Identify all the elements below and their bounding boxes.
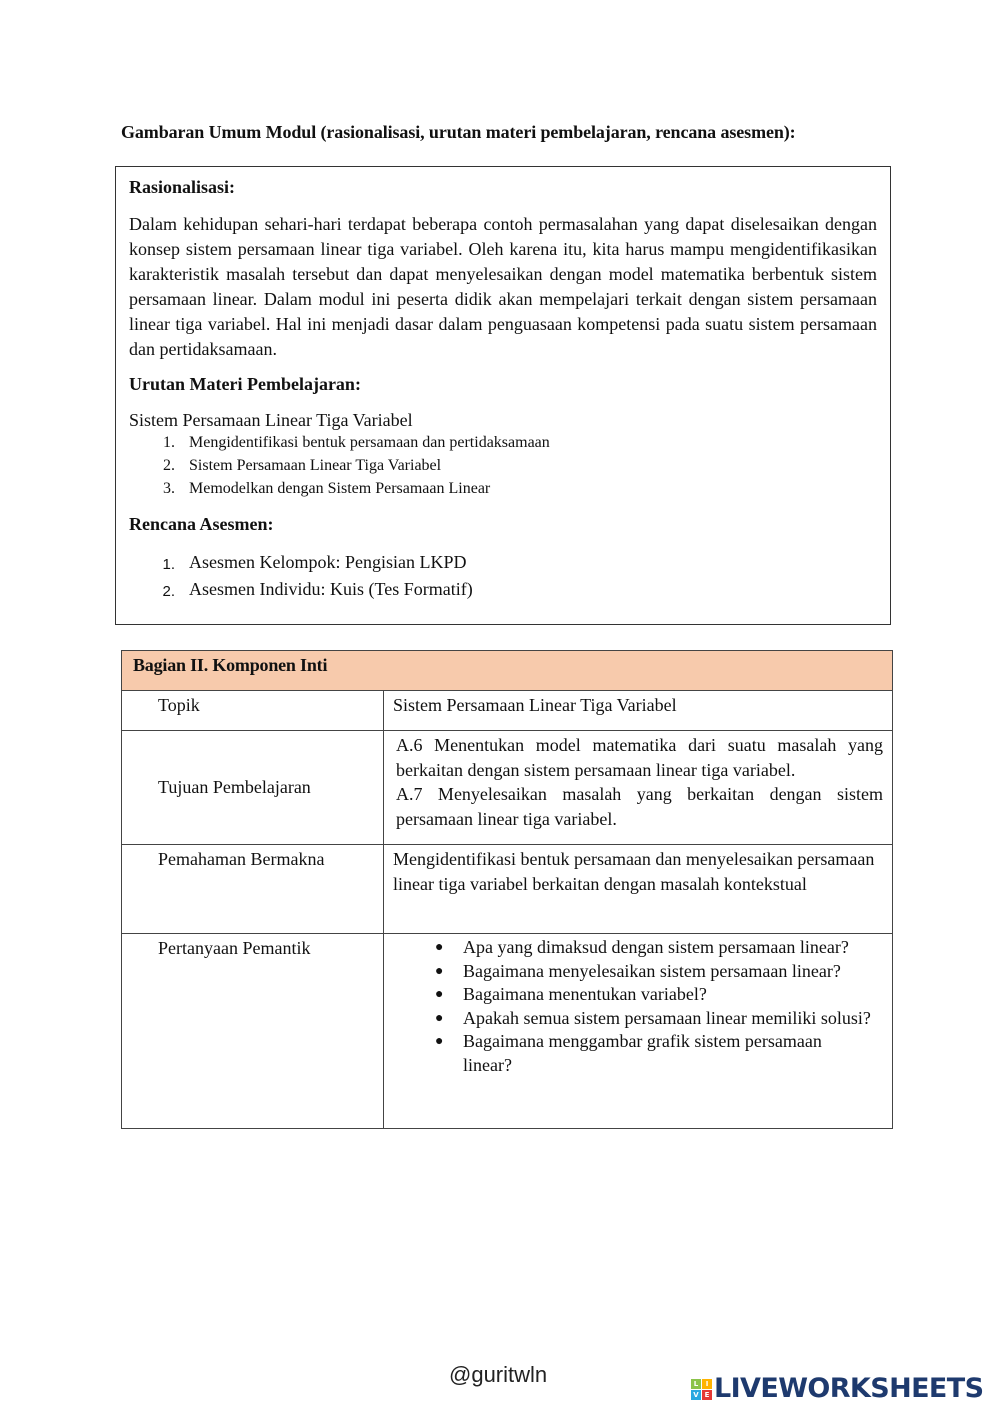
rasionalisasi-text: Dalam kehidupan sehari-hari terdapat beberapa contoh permasalahan yang dapat diselesaikan dengan konsep sistem persamaan linear tiga variabel. Oleh karena itu, kita harus mampu mengidentifikasikan karakteristik masalah tersebut dan dapat menyelesaikan dengan model matematika berbentuk sistem persamaan linear. Dalam modul ini peserta didik akan mempelajari terkait dengan sistem persamaan linear tiga variabel. Hal ini menjadi dasar dalam penguasaan kompetensi pada suatu sistem persamaan dan pertidaksamaan. (129, 214, 877, 359)
urutan-intro: Sistem Persamaan Linear Tiga Variabel (129, 410, 413, 430)
row-value-pertanyaan (384, 934, 893, 1129)
urutan-list (129, 431, 877, 500)
list-text: Bagaimana menentukan variabel? (463, 984, 707, 1004)
bullet-icon: ● (435, 1034, 444, 1049)
row-label-tujuan: Tujuan Pembelajaran (122, 731, 384, 845)
rasionalisasi-title: Rasionalisasi: (129, 177, 236, 197)
author-handle: @guritwln (449, 1362, 548, 1387)
list-text: Asesmen Kelompok: Pengisian LKPD (189, 552, 467, 572)
list-text: Bagaimana menggambar grafik sistem persamaan linear? (463, 1031, 822, 1075)
row-label-topik: Topik (122, 691, 384, 731)
list-text: Memodelkan dengan Sistem Persamaan Linear (189, 480, 491, 497)
logo-tile-l: L (691, 1379, 701, 1389)
list-text: Mengidentifikasi bentuk persamaan dan pertidaksamaan (189, 434, 550, 451)
list-item (129, 550, 877, 577)
table-row (122, 934, 893, 1129)
pertanyaan-list (393, 936, 882, 1077)
asesmen-list (129, 550, 877, 604)
list-text: Apa yang dimaksud dengan sistem persamaan linear? (463, 937, 849, 957)
list-text: Asesmen Individu: Kuis (Tes Formatif) (189, 579, 473, 599)
row-label-pemahaman: Pemahaman Bermakna (122, 845, 384, 934)
list-item (129, 577, 877, 604)
list-item (129, 477, 877, 500)
komponen-inti-table (121, 650, 893, 1129)
list-text: Sistem Persamaan Linear Tiga Variabel (189, 457, 442, 474)
bullet-icon: ● (435, 963, 444, 979)
brand-name: LIVEWORKSHEETS (714, 1373, 984, 1404)
list-item (432, 936, 882, 960)
document-heading: Gambaran Umum Modul (rasionalisasi, urutan materi pembelajaran, rencana asesmen): (121, 122, 796, 142)
table-header: Bagian II. Komponen Inti (122, 651, 893, 691)
logo-tile-v: V (691, 1390, 701, 1400)
list-number: 3. (163, 480, 175, 497)
row-value-pemahaman: Mengidentifikasi bentuk persamaan dan menyelesaikan persamaan linear tiga variabel berkaitan dengan masalah kontekstual (384, 845, 893, 934)
list-item (129, 454, 877, 477)
bullet-icon: ● (435, 987, 444, 1002)
urutan-title: Urutan Materi Pembelajaran: (129, 374, 361, 394)
list-text: Apakah semua sistem persamaan linear memiliki solusi? (463, 1007, 871, 1028)
list-item (432, 960, 882, 984)
table-row (122, 731, 893, 845)
table-header-row (122, 651, 893, 691)
logo-tile-i: I (702, 1379, 712, 1389)
list-text: Bagaimana menyelesaikan sistem persamaan linear? (463, 960, 841, 981)
table-row (122, 845, 893, 934)
list-item (129, 431, 877, 454)
list-number: 1. (163, 434, 175, 451)
tujuan-item: A.7 Menyelesaikan masalah yang berkaitan dengan sistem persamaan linear tiga variabel. (396, 784, 883, 829)
row-value-topik: Sistem Persamaan Linear Tiga Variabel (384, 691, 893, 731)
bullet-icon: ● (435, 940, 444, 955)
list-number: 2. (163, 457, 175, 474)
row-value-tujuan (384, 731, 893, 845)
list-item (432, 1007, 882, 1031)
list-item (432, 1030, 882, 1077)
tujuan-item: A.6 Menentukan model matematika dari suatu masalah yang berkaitan dengan sistem persamaan linear tiga variabel. (396, 735, 883, 780)
logo-tile-e: E (702, 1390, 712, 1400)
asesmen-title: Rencana Asesmen: (129, 514, 274, 534)
list-number: 2. (162, 583, 175, 600)
row-label-pertanyaan: Pertanyaan Pemantik (122, 934, 384, 1129)
list-number: 1. (162, 556, 175, 573)
overview-box (115, 166, 891, 625)
table-row (122, 691, 893, 731)
liveworksheets-logo-icon (691, 1379, 712, 1400)
list-item (432, 983, 882, 1007)
liveworksheets-brand[interactable] (691, 1374, 983, 1404)
bullet-icon: ● (435, 1010, 444, 1026)
